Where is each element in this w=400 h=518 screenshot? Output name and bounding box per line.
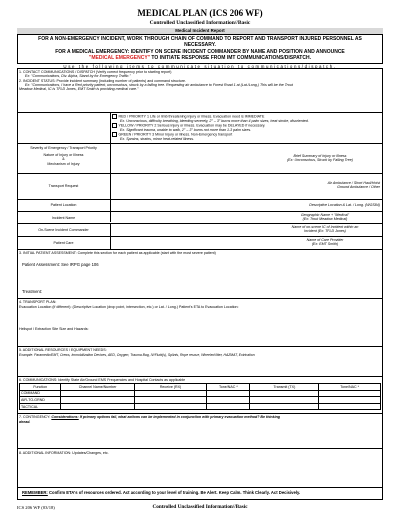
comms-row-air-to-ground (20, 397, 381, 404)
comms-header-channel: Channel Name/Number (61, 384, 134, 391)
item2-example-line2: Meadow Medical, IC is TFLD Jones, EMT Smith is providing medical care." (19, 87, 139, 92)
patient-care-hint (270, 238, 380, 247)
incident-commander-label: On-Scene Incident Commander (38, 228, 89, 232)
comms-header-tx: Transmit (TX) (250, 384, 319, 391)
comms-cell[interactable] (61, 403, 134, 410)
item7-prefix: 7. CONTINGENCY: (19, 415, 52, 419)
item2-title: 2. INCIDENT STATUS: Provide incident summary (including number of patients) and command structure. (19, 78, 186, 83)
comms-row-tactical (20, 403, 381, 410)
transport-hint (250, 181, 380, 190)
patient-assessment-input[interactable] (22, 268, 377, 286)
resources-input[interactable] (19, 358, 379, 374)
nature-hint-line1: Brief Summary of Injury or Illness (293, 154, 347, 158)
patient-care-input[interactable] (111, 237, 261, 248)
comms-row-command (20, 390, 381, 397)
helispot-label: Helispot / Extraction Site Size and Hazards: (19, 327, 89, 331)
divider (17, 173, 383, 174)
medical-emergency-phrase: "MEDICAL EMERGENCY" (89, 55, 151, 61)
comms-cell[interactable] (61, 397, 134, 404)
remember-line (22, 491, 300, 495)
item1-title: 1. CONTACT COMMUNICATIONS / DISPATCH (Verify correct frequency prior to starting report) (19, 70, 172, 74)
emergency-instruction (22, 49, 378, 61)
divider (17, 112, 383, 113)
comms-function-tactical: TACTICAL (20, 403, 61, 410)
comms-function-air-to-ground: AIR-TO-GRND (20, 397, 61, 404)
nature-label-line1: Nature of Injury or Illness (43, 153, 84, 157)
patient-care-hint-line1: Name of Care Provider (306, 238, 344, 242)
transport-hint-line1: Air Ambulance / Short Haul/Hoist (327, 181, 380, 185)
divider (17, 448, 383, 449)
severity-yellow-checkbox[interactable] (112, 123, 117, 128)
non-emergency-instruction: FOR A NON-EMERGENCY INCIDENT, WORK THROUGH CHAIN OF COMMAND TO REPORT AND TRANSPORT INJURED PERSONNEL AS NECESSARY. (38, 36, 362, 48)
nature-hint (260, 154, 380, 163)
item1-example: Ex: "Communications, Div. Alpha, Stand by for Emergency Traffic." (25, 74, 131, 79)
comms-cell[interactable] (134, 403, 207, 410)
comms-header-rx-tone: Tone/NAC * (207, 384, 250, 391)
nature-label-line2: & (62, 157, 65, 162)
remember-text: Confirm ETA's of resources ordered. Act according to your level of training. Be Alert. Keep Calm. Think Clearly. Act Decisively. (47, 490, 301, 495)
form-id: ICS 206 WF (03/18) (17, 505, 55, 510)
item5-example: Example: Paramedic/EMT, Crews, Immobilization Devices, AED, Oxygen, Trauma Bag, IV/Fluid(s), Splints, Rope rescue, Wheeled litter, HAZMAT, Extrication (19, 353, 255, 357)
comms-cell[interactable] (207, 390, 250, 397)
comms-cell[interactable] (250, 390, 319, 397)
severity-green-checkbox[interactable] (112, 132, 117, 137)
location-input[interactable] (111, 200, 251, 210)
incident-commander-hint (270, 225, 380, 234)
divider (17, 346, 383, 347)
comms-cell[interactable] (207, 397, 250, 404)
divider (17, 487, 383, 488)
comms-cell[interactable] (319, 390, 381, 397)
use-items-text: Use the following items to communicate situation to communications/dispatch. (63, 64, 337, 69)
additional-info-input[interactable] (19, 456, 379, 484)
evacuation-location-input[interactable] (19, 310, 379, 324)
severity-green-example: Ex. Sprains, strains, minor heat-related illness. (120, 136, 195, 141)
incident-commander-input[interactable] (111, 224, 261, 235)
location-hint: Descriptive Location & Lat. / Long. (WGS84) (309, 203, 380, 207)
nature-input[interactable] (111, 145, 251, 171)
contingency-input[interactable] (19, 424, 379, 446)
nature-hint-line2: (Ex: Unconscious, Struck by Falling Tree) (287, 158, 353, 163)
communications-table (19, 383, 381, 410)
footer-classification: Controlled Unclassified Information//Basic (152, 504, 248, 510)
comms-header-row (20, 384, 381, 391)
form-title: MEDICAL PLAN (ICS 206 WF) (137, 8, 263, 18)
use-items-band (17, 63, 383, 69)
severity-red-example: Ex. Unconscious, difficulty breathing, bleeding severely, 2° – 3° burns more than 4 palm sizes, heat stroke, disoriented. (120, 118, 309, 123)
comms-cell[interactable] (61, 390, 134, 397)
comms-cell[interactable] (250, 403, 319, 410)
transport-label: Transport Request (48, 184, 79, 188)
divider (17, 249, 383, 250)
patient-care-hint-line2: (Ex: EMT Smith) (311, 242, 339, 247)
incident-commander-hint-line1: Name of on-scene IC of Incident within an (291, 225, 359, 229)
divider (17, 376, 383, 377)
item7-title (19, 415, 280, 419)
severity-red-text: RED / PRIORITY 1 Life or limb threatening injury or illness. Evacuation need is IMMEDIATE (118, 114, 265, 119)
emergency-instruction-prefix: FOR A MEDICAL EMERGENCY: IDENTIFY ON SCENE INCIDENT COMMANDER BY NAME AND POSITION AND ANNOUNCE (55, 49, 345, 55)
form-subtitle: Controlled Unclassified Information//Basic (149, 20, 251, 26)
incident-name-hint (270, 213, 380, 222)
comms-cell[interactable] (134, 390, 207, 397)
nature-label (19, 153, 108, 166)
incident-name-hint-line1: Geographic Name + "Medical" (300, 213, 350, 217)
emergency-instruction-suffix: TO INITIATE RESPONSE FROM IMT COMMUNICATIONS/DISPATCH. (150, 55, 311, 61)
severity-green-text: GREEN / PRIORITY 3 Minor Injury or illness. Non-Emergency transport (118, 132, 233, 137)
divider (17, 413, 383, 414)
comms-function-command: COMMAND (20, 390, 61, 397)
comms-cell[interactable] (134, 397, 207, 404)
severity-yellow-example: Ex. Significant trauma, unable to walk, 2° – 3° burns not more than 1-3 palm sizes. (120, 127, 252, 132)
patient-care-label: Patient Care (53, 241, 74, 245)
section-title: Medical Incident Report (17, 28, 383, 35)
patient-assessment-label: Patient Assessment: See IRPG page 106 (22, 262, 99, 267)
nature-label-line3: Mechanism of Injury (47, 161, 80, 166)
comms-header-rx: Receive (RX) (134, 384, 207, 391)
evacuation-location-label: Evacuation Location (if different): (Descriptive Location (drop point, intersection, etc.) or Lat. / Long.) Patient's ETA to Evacuation Location: (19, 305, 239, 309)
item7-text-line2: ahead. (19, 419, 31, 424)
severity-label: Severity of Emergency / Transport Priority (30, 146, 97, 150)
item8-title: 8. ADDITIONAL INFORMATION: Updates/Changes, etc. (19, 451, 109, 455)
comms-header-tx-tone: Tone/NAC * (319, 384, 381, 391)
item3-title: 3. INITIAL PATIENT ASSESSMENT: Complete this section for each patient as applicable (start with the most severe patient) (19, 251, 216, 255)
comms-cell[interactable] (319, 403, 381, 410)
helispot-input[interactable] (19, 332, 379, 344)
severity-yellow-text: YELLOW / PRIORITY 2 Serious injury or illness. Evacuation may be DELAYED if necessary. (118, 123, 266, 128)
item7-considerations-label: Considerations: (51, 415, 79, 419)
incident-name-hint-line2: (Ex: Trout Meadow Medical) (302, 217, 348, 222)
item2-example-line1: Ex: "Communications, I have a Red priority patient, unconscious, struck by a falling tree. Requesting air ambulance to Forest Road 1 at (Lat./Long.) This will be the Trout (25, 82, 293, 87)
item6-title: 6. COMMUNICATIONS: Identify State Air/Ground EMS Frequencies and Hospital Contacts as applicable (19, 378, 186, 382)
treatment-label: Treatment: (22, 289, 43, 294)
transport-input[interactable] (111, 175, 251, 198)
severity-red-checkbox[interactable] (112, 114, 117, 119)
item5-title: 5. ADDITIONAL RESOURCES / EQUIPMENT NEEDS: (19, 348, 107, 352)
incident-commander-hint-line2: Incident (Ex: TFLD Jones) (304, 229, 346, 234)
incident-name-label: Incident Name (51, 216, 76, 220)
item7-text: If primary options fail, what actions can be implemented in conjunction with primary evacuation method? Be thinking (78, 415, 280, 419)
transport-hint-line2: Ground Ambulance / Other (337, 185, 380, 190)
comms-cell[interactable] (250, 397, 319, 404)
location-label: Patient Location (50, 203, 77, 207)
item4-title: 4. TRANSPORT PLAN: (19, 300, 57, 304)
divider (17, 143, 383, 144)
incident-name-input[interactable] (111, 212, 261, 222)
comms-cell[interactable] (319, 397, 381, 404)
comms-header-function: Function (20, 384, 61, 391)
divider (17, 298, 383, 299)
comms-cell[interactable] (207, 403, 250, 410)
remember-label: REMEMBER: (22, 490, 48, 495)
treatment-input[interactable] (40, 288, 377, 295)
